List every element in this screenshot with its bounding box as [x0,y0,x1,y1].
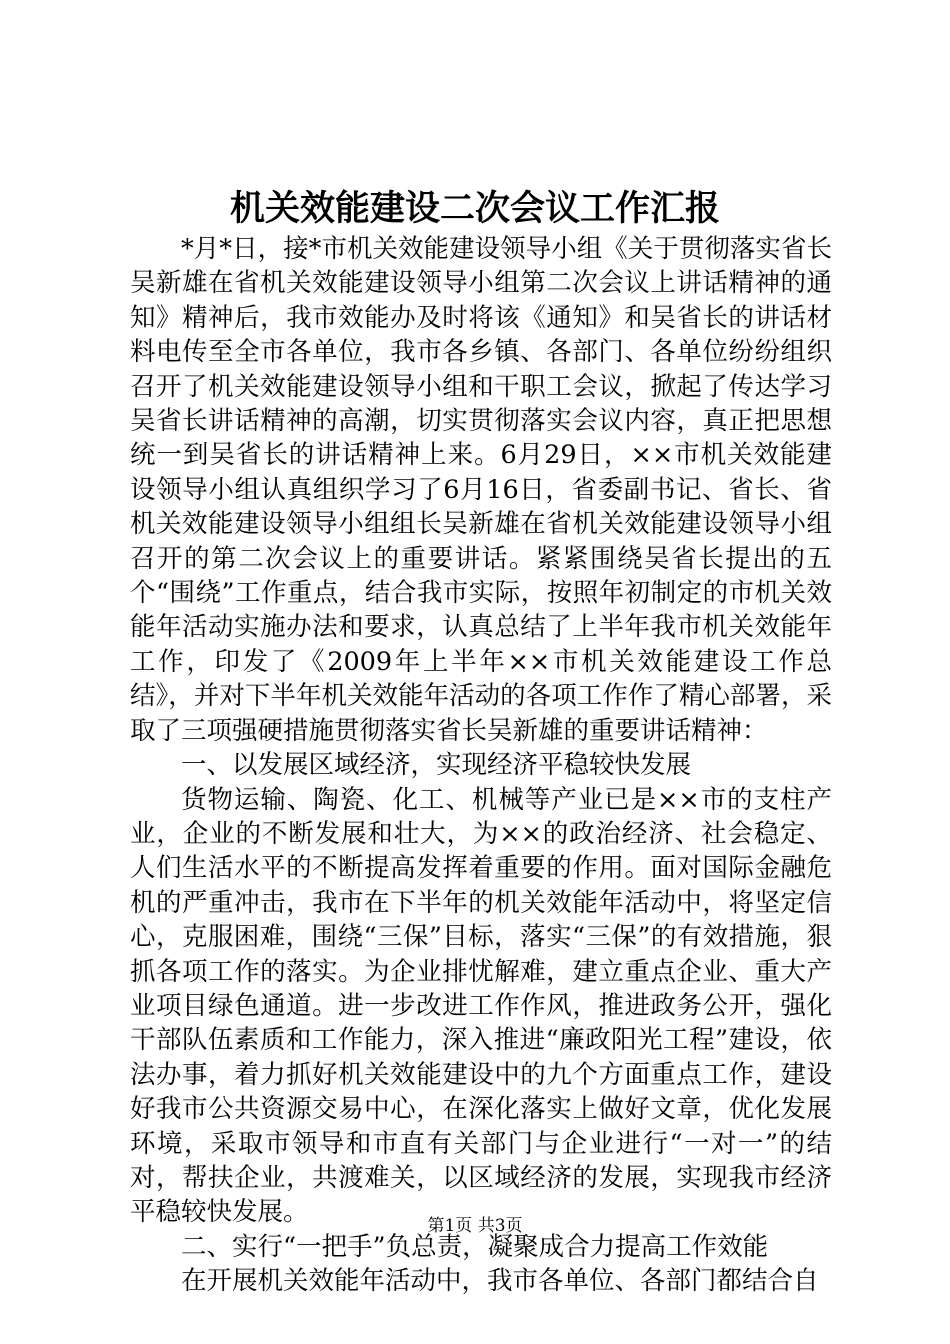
section-1-paragraph: 货物运输、陶瓷、化工、机械等产业已是××市的支柱产业，企业的不断发展和壮大，为××的政治经济、社会稳定、人们生活水平的不断提高发挥着重要的作用。面对国际金融危机的严重冲击，我市在下半年的机关效能年活动中，将坚定信心，克服困难，围绕“三保”目标，落实“三保”的有效措施，狠抓各项工作的落实。为企业排忧解难，建立重点企业、重大产业项目绿色通道。进一步改进工作作风，推进政务公开，强化干部队伍素质和工作能力，深入推进“廉政阳光工程”建设，依法办事，着力抓好机关效能建设中的九个方面重点工作，建设好我市公共资源交易中心，在深化落实上做好文章，优化发展环境，采取市领导和市直有关部门与企业进行“一对一”的结对，帮扶企业，共渡难关，以区域经济的发展，实现我市经济平稳较快发展。 [130,784,832,1228]
section-heading-2: 二、实行“一把手”负总责，凝聚成合力提高工作效能 [181,1231,769,1262]
document-title: 机关效能建设二次会议工作汇报 [229,188,720,229]
page-footer: 第1页 共3页 [427,1216,523,1236]
section-2-paragraph: 在开展机关效能年活动中，我市各单位、各部门都结合自 [181,1266,819,1297]
intro-paragraph: *月*日，接*市机关效能建设领导小组《关于贯彻落实省长吴新雄在省机关效能建设领导小组第二次会议上讲话精神的通知》精神后，我市效能办及时将该《通知》和吴省长的讲话材料电传至全市各单位，我市各乡镇、各部门、各单位纷纷组织召开了机关效能建设领导小组和干职工会议，掀起了传达学习吴省长讲话精神的高潮，切实贯彻落实会议内容，真正把思想统一到吴省长的讲话精神上来。6月29日，××市机关效能建设领导小组认真组织学习了6月16日，省委副书记、省长、省机关效能建设领导小组组长吴新雄在省机关效能建设领导小组召开的第二次会议上的重要讲话。紧紧围绕吴省长提出的五个“围绕”工作重点，结合我市实际，按照年初制定的市机关效能年活动实施办法和要求，认真总结了上半年我市机关效能年工作，印发了《2009年上半年××市机关效能建设工作总结》，并对下半年机关效能年活动的各项工作作了精心部署，采取了三项强硬措施贯彻落实省长吴新雄的重要讲话精神： [130,234,832,746]
section-heading-1: 一、以发展区域经济，实现经济平稳较快发展 [181,750,692,781]
document-body [130,232,832,1299]
